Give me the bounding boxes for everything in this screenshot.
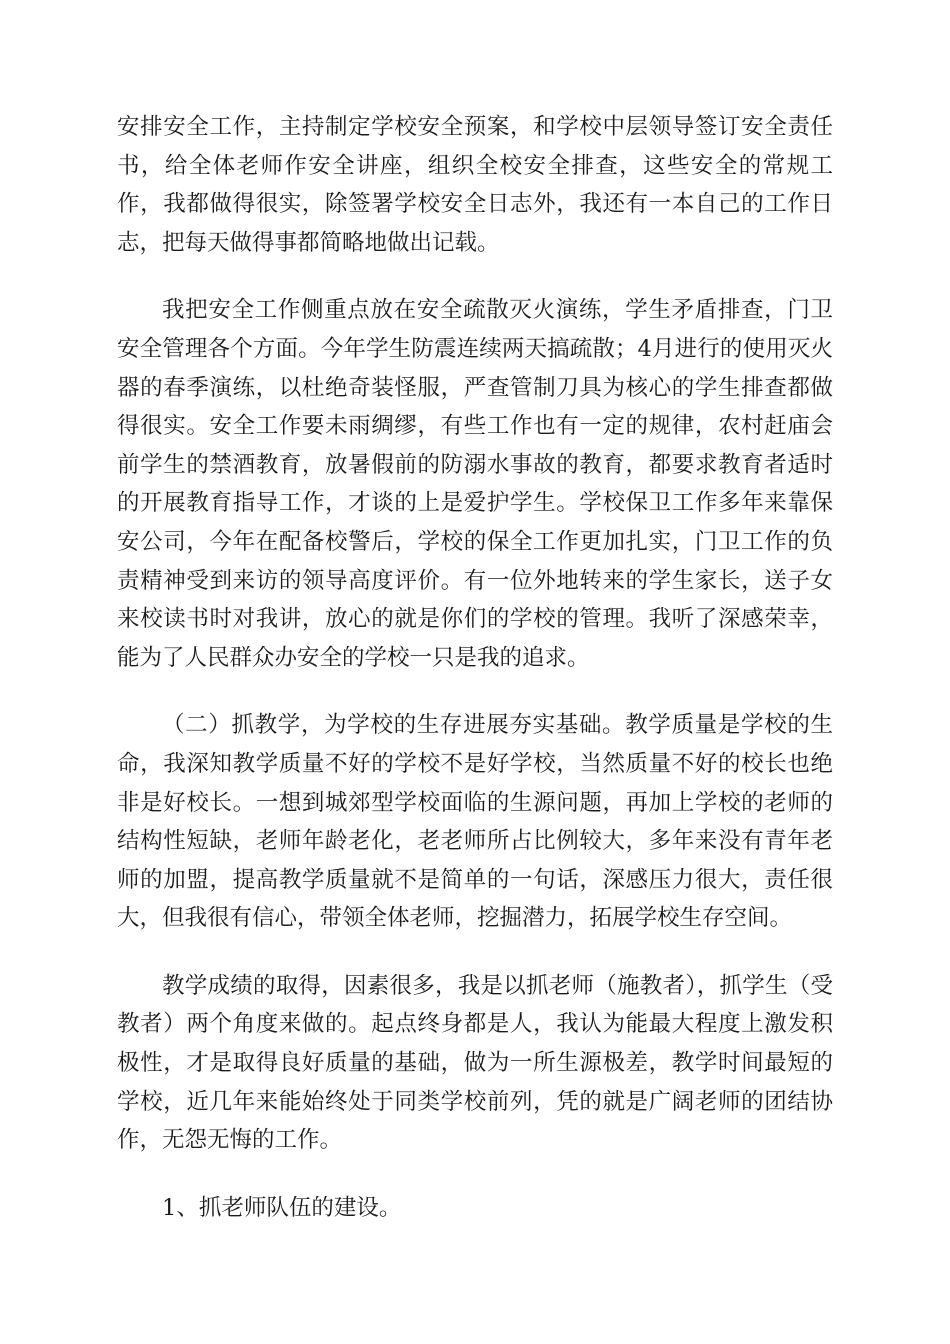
document-body <box>117 108 833 1256</box>
paragraph-safety-routine: 安排安全工作，主持制定学校安全预案，和学校中层领导签订安全责任书，给全体老师作安全讲座，组织全校安全排查，这些安全的常规工作，我都做得很实，除签署学校安全日志外，我还有一本自己的工作日志，把每天做得事都简略地做出记载。 <box>117 114 833 256</box>
paragraph-teaching-section: （二）抓教学，为学校的生存进展夯实基础。教学质量是学校的生命，我深知教学质量不好的学校不是好学校，当然质量不好的校长也绝非是好校长。一想到城郊型学校面临的生源问题，再加上学校的老师的结构性短缺，老师年龄老化，老老师所占比例较大，多年来没有青年老师的加盟，提高教学质量就不是简单的一句话，深感压力很大，责任很大，但我很有信心，带领全体老师，挖掘潜力，拓展学校生存空间。 <box>117 712 833 932</box>
paragraph-teaching-results: 教学成绩的取得，因素很多，我是以抓老师（施教者），抓学生（受教者）两个角度来做的。起点终身都是人，我认为能最大程度上激发积极性，才是取得良好质量的基础，做为一所生源极差，教学时间最短的学校，近几年来能始终处于同类学校前列，凭的就是广阔老师的团结协作，无怨无悔的工作。 <box>117 972 833 1154</box>
paragraph-teacher-team-heading: 1、抓老师队伍的建设。 <box>162 1194 402 1221</box>
paragraph-safety-focus: 我把安全工作侧重点放在安全疏散灭火演练，学生矛盾排查，门卫安全管理各个方面。今年学生防震连续两天搞疏散；4月进行的使用灭火器的春季演练，以杜绝奇装怪服，严查管制刀具为核心的学生排查都做得很实。安全工作要未雨绸缪，有些工作也有一定的规律，农村赶庙会前学生的禁酒教育，放暑假前的防溺水事故的教育，都要求教育者适时的开展教育指导工作，才谈的上是爱护学生。学校保卫工作多年来靠保安公司，今年在配备校警后，学校的保全工作更加扎实，门卫工作的负责精神受到来访的领导高度评价。有一位外地转来的学生家长，送子女来校读书时对我讲，放心的就是你们的学校的管理。我听了深感荣幸，能为了人民群众办安全的学校一只是我的追求。 <box>117 297 833 671</box>
